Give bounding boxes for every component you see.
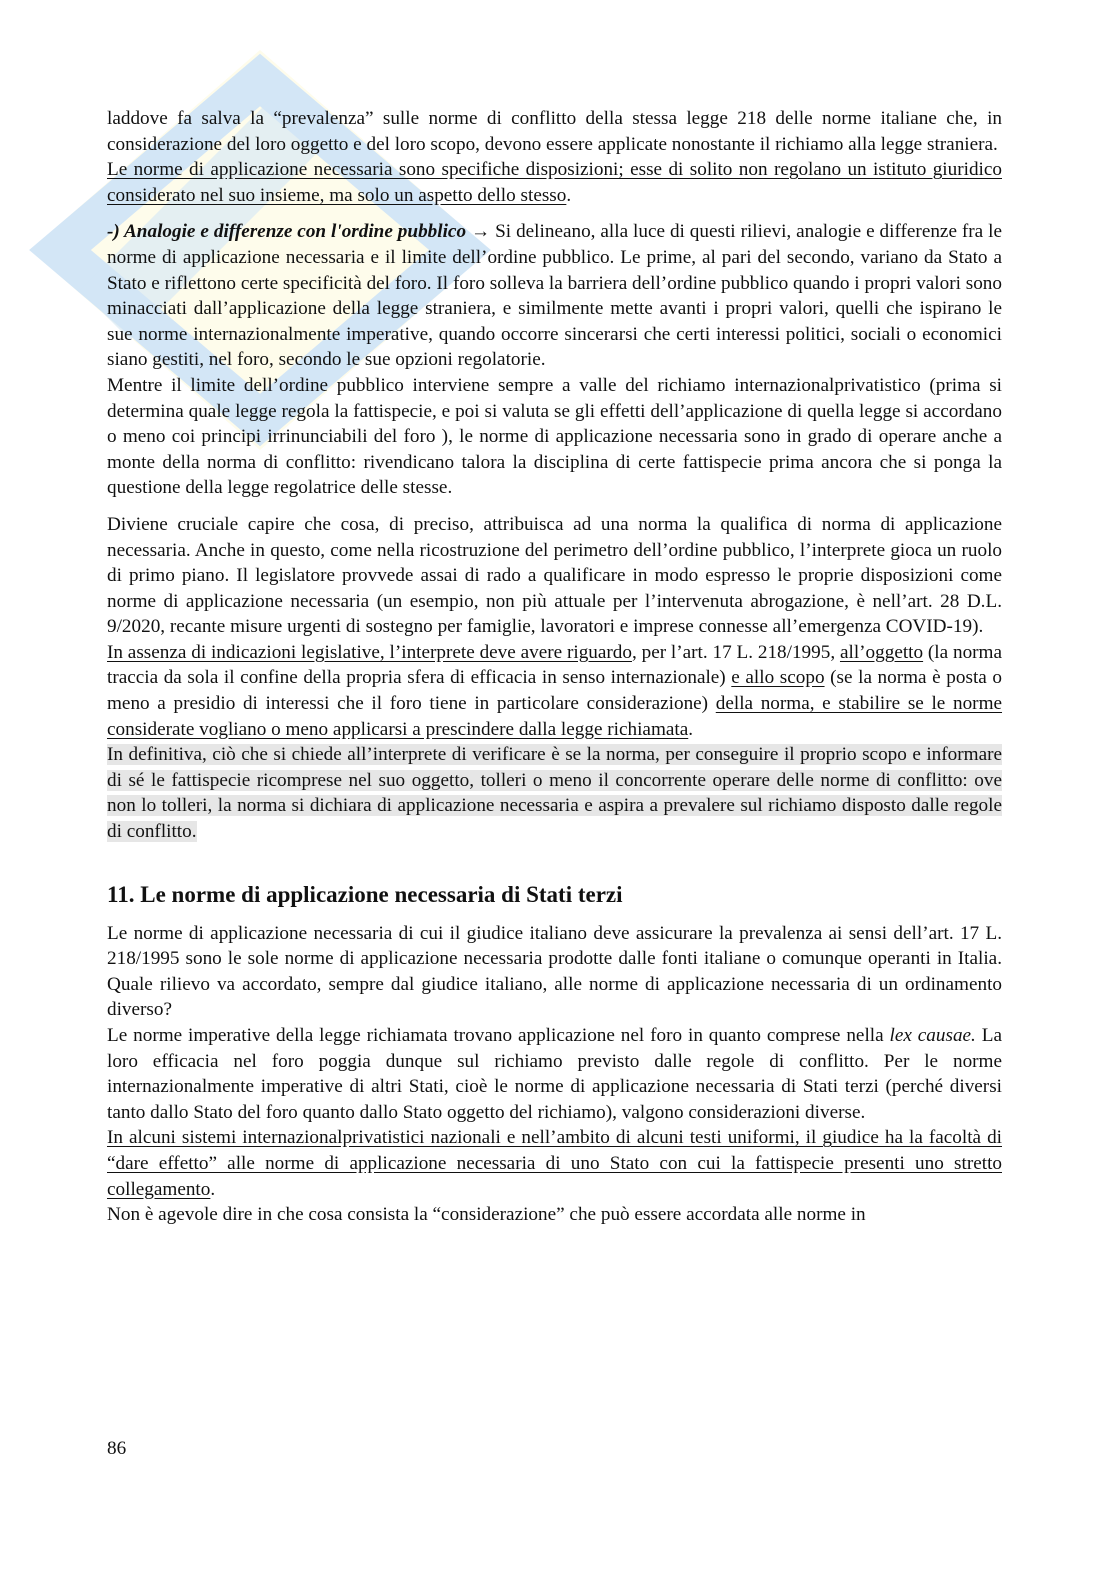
underlined-text: In alcuni sistemi internazionalprivatistici nazionali e nell’ambito di alcuni testi uniformi, il giudice ha la facoltà di “dare effetto” alle norme di applicazione necessaria di uno Stato con cui la fattispecie presenti uno stretto collegamento — [107, 1127, 1002, 1200]
text-run: (se la norma è posta o meno a presidio di interessi che il foro tiene in particolare considerazione) — [107, 667, 1002, 715]
text-block — [107, 219, 1002, 373]
text-block — [107, 373, 1002, 501]
underlined-text: all’oggetto — [839, 641, 924, 663]
page-number: 86 — [107, 1438, 127, 1459]
text-run: La loro efficacia nel foro poggia dunque sul richiamo previsto dalle regole di conflitto. Per le norme internazionalmente imperative di altri Stati, cioè le norme di applicazione necessaria di Stati terzi (perché diversi tanto dallo Stato del foro quanto dallo Stato oggetto del richiamo), valgono considerazioni diverse. — [107, 1025, 1002, 1123]
underlined-text: In assenza di indicazioni legislative, l’interprete deve avere riguardo — [107, 641, 632, 663]
text-run: lex causae. — [889, 1025, 976, 1046]
text-block — [107, 742, 1002, 844]
text-block — [107, 512, 1002, 640]
text-block — [107, 1125, 1002, 1202]
text-run: Non è agevole dire in che cosa consista la “considerazione” che può essere accordata alle norme in — [107, 1204, 866, 1226]
text-block — [107, 921, 1002, 1023]
paragraph — [107, 219, 1002, 501]
text-block — [107, 640, 1002, 742]
underlined-text: e allo scopo — [731, 667, 825, 689]
text-run: Si delineano, alla luce di questi rilievi, analogie e differenze fra le norme di applicazione necessaria e il limite dell’ordine pubblico. Le prime, al pari del secondo, variano da Stato a Stato e riflettono certe specificità del foro. Il foro solleva la barriera dell’ordine pubblico quando i propri valori sono minacciati dall’applicazione della legge straniera, e similmente mette avanti i propri valori, quelli che ispirano le sue norme internazionalmente imperative, quando occorre sincerarsi che certi interessi politici, sociali o economici siano gestiti, nel foro, secondo le sue opzioni regolatorie. — [107, 221, 1002, 371]
paragraph — [107, 921, 1002, 1228]
paragraph-group — [107, 106, 1002, 845]
text-block — [107, 1023, 1002, 1125]
bold-subheading: -) Analogie e differenze con l'ordine pubblico → — [107, 221, 496, 243]
paragraph — [107, 106, 1002, 208]
text-block — [107, 1202, 1002, 1228]
underlined-text: della norma, e stabilire se le norme considerate vogliano o meno applicarsi a prescindere dalla legge richiamata — [107, 693, 1003, 740]
text-block — [107, 106, 1002, 157]
text-run: . — [566, 184, 572, 206]
text-run: Diviene cruciale capire che cosa, di preciso, attribuisca ad una norma la qualifica di norma di applicazione necessaria. Anche in questo, come nella ricostruzione del perimetro dell’ordine pubblico, l’interprete gioca un ruolo di primo piano. Il legislatore provvede assai di rado a qualificare in modo espresso le proprie disposizioni come norme di applicazione necessaria (un esempio, non più attuale per l’intervenuta abrogazione, è nell’art. 28 D.L. 9/2020, recante misure urgenti di sostegno per famiglie, lavoratori e imprese connesse all’emergenza COVID-19). — [107, 513, 1002, 638]
paragraph-group — [107, 921, 1002, 1228]
text-run: , per l’art. 17 L. 218/1995, — [631, 641, 840, 663]
text-block — [107, 157, 1002, 208]
text-run: laddove fa salva la “prevalenza” sulle norme di conflitto della stessa legge 218 delle norme italiane che, in considerazione del loro oggetto e del loro scopo, devono essere applicate nonostante il richiamo alla legge straniera. — [107, 108, 1002, 155]
text-run: . — [688, 718, 694, 740]
paragraph — [107, 512, 1002, 845]
highlighted-text: In definitiva, ciò che si chiede all’interprete di verificare è se la norma, per conseguire il proprio scopo e informare di sé le fattispecie ricomprese nel suo oggetto, tolleri o meno il concorrente operare delle norme di conflitto: ove non lo tolleri, la norma si dichiara di applicazione necessaria e aspira a prevalere sul richiamo disposto dalle regole di conflitto. — [107, 744, 1002, 843]
text-run: Le norme di applicazione necessaria di cui il giudice italiano deve assicurare la prevalenza ai sensi dell’art. 17 L. 218/1995 sono le sole norme di applicazione necessaria prodotte dalle fonti italiane o comunque operanti in Italia. Quale rilievo va accordato, sempre dal giudice italiano, alle norme di applicazione necessaria di un ordinamento diverso? — [107, 922, 1002, 1021]
document-body — [107, 106, 1002, 1239]
underlined-text: Le norme di applicazione necessaria sono specifiche disposizioni; esse di solito non regolano un istituto giuridico considerato nel suo insieme, ma solo un aspetto dello stesso — [107, 159, 1002, 206]
section-heading: 11. Le norme di applicazione necessaria di Stati terzi — [107, 881, 623, 907]
text-run: . — [210, 1178, 216, 1200]
text-run: Mentre il limite dell’ordine pubblico interviene sempre a valle del richiamo internazionalprivatistico (prima si determina quale legge regola la fattispecie, e poi si valuta se gli effetti dell’applicazione di quella legge si accordano o meno coi principi irrinunciabili del foro ), le norme di applicazione necessaria sono in grado di operare anche a monte della norma di conflitto: rivendicano talora la disciplina di certe fattispecie prima ancora che si ponga la questione della legge regolatrice delle stesse. — [107, 374, 1002, 499]
text-run: Le norme imperative della legge richiamata trovano applicazione nel foro in quanto comprese nella — [107, 1025, 890, 1046]
text-run: (la norma traccia da sola il confine della propria sfera di efficacia in senso internazionale) — [107, 641, 1002, 689]
